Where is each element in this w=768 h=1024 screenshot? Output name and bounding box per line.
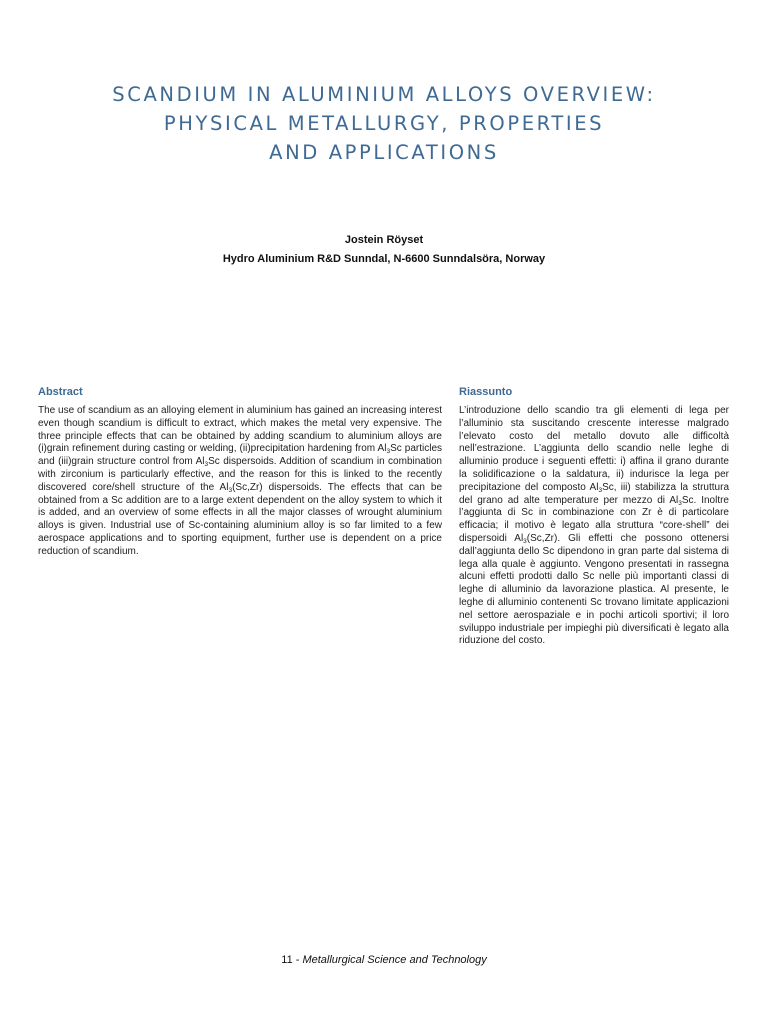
abstract-section — [38, 385, 442, 559]
paper-title — [20, 80, 748, 167]
title-line-3: AND APPLICATIONS — [269, 141, 499, 164]
title-line-2: PHYSICAL METALLURGY, PROPERTIES — [163, 112, 605, 135]
page-number: 11 — [281, 954, 293, 966]
abstract-heading: Abstract — [38, 386, 83, 398]
author-name: Jostein Röyset — [344, 234, 424, 246]
abstract-text: The use of scandium as an alloying element in aluminium has gained an increasing interest even though scandium is difficult to extract, which makes the metal very expensive. The three principle effects that can be obtained by adding scandium to aluminium alloys are (i)grain refinement during casting or welding, (ii)precipitation hardening from $Al_3Sc$ particles and (iii)grain structure control from $Al_3Sc$ dispersoids. Addition of scandium in combination with zirconium is particularly effective, and the reason for this is linked to the recently discovered core/shell structure of the $Al_3(Sc,Zr)$ dispersoids. The effects that can be obtained from a Sc addition are to a large extent dependent on the alloy system to which it is added, and an overview of some effects in all the major classes of wrought aluminium alloys is given. Industrial use of Sc-containing aluminium alloy is so far limited to a few aerospace applications and to sporting equipment, further use is dependent on a price reduction of scandium. — [38, 405, 443, 557]
title-line-1: SCANDIUM IN ALUMINIUM ALLOYS OVERVIEW: — [112, 83, 656, 106]
journal-name: Metallurgical Science and Technology — [302, 954, 487, 966]
riassunto-heading: Riassunto — [459, 386, 513, 398]
author-affiliation: Hydro Aluminium R&D Sunndal, N-6600 Sunndalsöra, Norway — [222, 253, 546, 265]
riassunto-section — [459, 385, 729, 648]
page-footer — [0, 954, 768, 966]
footer-separator: - — [292, 954, 303, 966]
riassunto-text: L’introduzione dello scandio tra gli elementi di lega per l’alluminio sta suscitando crescente interesse malgrado l’elevato costo del metallo dovuto alle difficoltà nell’estrazione. L’aggiunta dello scandio nelle leghe di alluminio produce i seguenti effetti: i) affina il grano durante la solidificazione o la saldatura, ii) indurisce la lega per precipitazione del composto $Al_3Sc$, iii) stabilizza la struttura del grano ad alte temperature per mezzo di $Al_3Sc$. Inoltre l’aggiunta di Sc in combinazione con Zr è di particolare efficacia; il motivo è legato alla struttura “core-shell” dei dispersoidi $Al_3(Sc,Zr)$. Gli effetti che possono ottenersi dall’aggiunta dello Sc dipendono in gran parte dal sistema di lega alla quale è aggiunto. Vengono presentati in rassegna alcuni effetti prodotti dallo Sc nelle più importanti classi di leghe di alluminio da lavorazione plastica. Al presente, le leghe di alluminio contenenti Sc trovano limitate applicazioni nel settore aerospaziale e in pochi articoli sportivi; il loro sviluppo industriale per impieghi più diversificati è legato alla riduzione del costo. — [459, 405, 730, 647]
